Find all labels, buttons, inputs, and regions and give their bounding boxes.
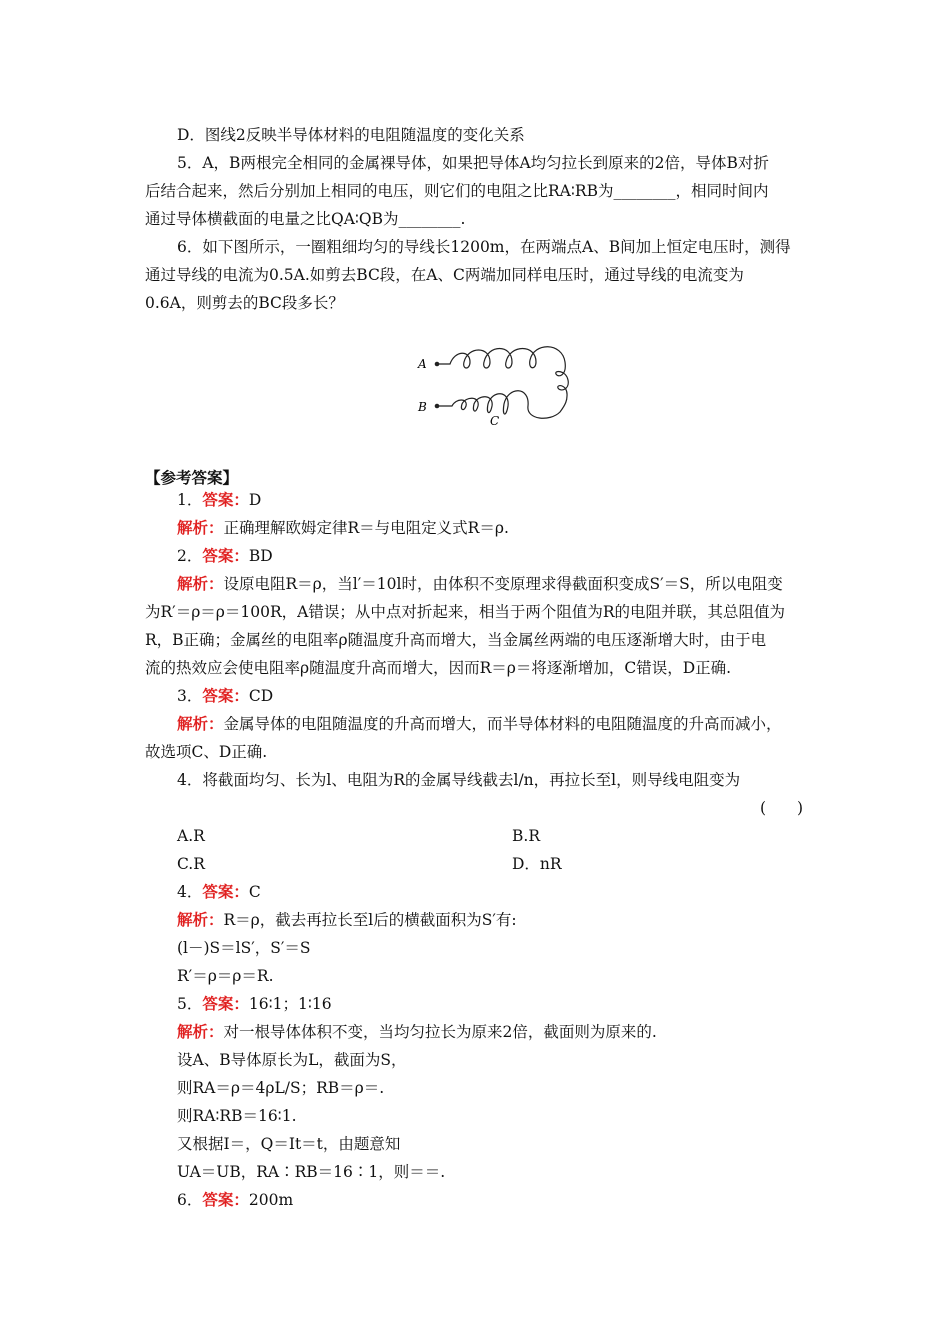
explanation-5-text-1: 对一根导体体积不变，当均匀拉长为原来2倍，截面则为原来的.	[223, 1023, 657, 1041]
answer-1-value: D	[248, 491, 262, 509]
coiled-wire-figure	[410, 340, 580, 432]
upper-coil	[437, 347, 568, 396]
explanation-2-text-1: 设原电阻R＝ρ，当l′＝10l时，由体积不变原理求得截面积变成S′＝S，所以电阻变	[223, 575, 783, 593]
answer-3	[177, 685, 273, 707]
question-4-option-a: A.R	[177, 827, 205, 845]
answers-header: 【参考答案】	[145, 469, 239, 487]
lower-coil	[437, 391, 567, 419]
answer-4-label: 答案：	[202, 883, 249, 901]
question-4-option-c: C.R	[177, 855, 205, 873]
explanation-2-label: 解析：	[177, 575, 224, 593]
answer-1-num: 1．	[177, 491, 203, 509]
explanation-5-line-1	[177, 1021, 657, 1043]
answer-2	[177, 545, 273, 567]
explanation-5-label: 解析：	[177, 1023, 224, 1041]
answer-6	[177, 1189, 293, 1211]
question-5-line-1: 5．A，B两根完全相同的金属裸导体，如果把导体A均匀拉长到原来的2倍，导体B对折	[177, 154, 769, 172]
explanation-4-text-1: R＝ρ，截去再拉长至l后的横截面积为S′有:	[223, 911, 517, 929]
explanation-5-line-2: 设A、B导体原长为L，截面为S，	[177, 1051, 407, 1069]
explanation-5-line-6: UA＝UB，RA∶RB＝16∶1，则＝＝.	[177, 1163, 446, 1181]
answer-4-value: C	[248, 883, 261, 901]
answer-6-num: 6．	[177, 1191, 203, 1209]
explanation-4-line-3: R′＝ρ＝ρ＝R.	[177, 967, 274, 985]
explanation-3-line-2: 故选项C、D正确.	[145, 743, 268, 761]
question-4-option-b: B.R	[512, 827, 540, 845]
explanation-4-line-2: (l－)S＝lS′，S′＝S	[177, 939, 311, 957]
explanation-2-line-4: 流的热效应会使电阻率ρ随温度升高而增大，因而R＝ρ＝将逐渐增加，C错误，D正确.	[145, 659, 732, 677]
question-5-line-2: 后结合起来，然后分别加上相同的电压，则它们的电阻之比RA∶RB为________，相同时间内	[145, 182, 769, 200]
answer-4-num: 4．	[177, 883, 203, 901]
answer-5-label: 答案：	[202, 995, 249, 1013]
answer-5	[177, 993, 332, 1015]
answer-6-value: 200m	[248, 1191, 294, 1209]
question-4-text: 4．将截面均匀、长为l、电阻为R的金属导线截去l/n，再拉长至l，则导线电阻变为	[177, 771, 741, 789]
question-5-line-3: 通过导体横截面的电量之比QA∶QB为________.	[145, 210, 466, 228]
explanation-2-line-3: R，B正确；金属丝的电阻率ρ随温度升高而增大，当金属丝两端的电压逐渐增大时，由于电	[145, 631, 767, 649]
answer-5-value: 16∶1；1∶16	[248, 995, 332, 1013]
explanation-3-line-1	[177, 713, 782, 735]
point-c-label: C	[490, 414, 500, 428]
answer-3-value: CD	[248, 687, 274, 705]
answer-1	[177, 489, 261, 511]
explanation-3-text-1: 金属导体的电阻随温度的升高而增大，而半导体材料的电阻随温度的升高而减小，	[223, 715, 782, 733]
question-4-paren: ( )	[760, 799, 804, 817]
answer-3-num: 3．	[177, 687, 203, 705]
explanation-2-line-1	[177, 573, 783, 595]
explanation-4-label: 解析：	[177, 911, 224, 929]
explanation-3-label: 解析：	[177, 715, 224, 733]
answer-5-num: 5．	[177, 995, 203, 1013]
question-6-line-3: 0.6A，则剪去的BC段多长？	[145, 294, 344, 312]
explanation-5-line-4: 则RA∶RB＝16∶1.	[177, 1107, 297, 1125]
answer-2-label: 答案：	[202, 547, 249, 565]
question-4-option-d: D．nR	[512, 855, 562, 873]
explanation-1-text: 正确理解欧姆定律R＝与电阻定义式R＝ρ.	[223, 519, 509, 537]
point-b-label: B	[418, 400, 427, 414]
option-d: D．图线2反映半导体材料的电阻随温度的变化关系	[177, 126, 525, 144]
answer-4	[177, 881, 261, 903]
answer-2-num: 2．	[177, 547, 203, 565]
explanation-4-line-1	[177, 909, 517, 931]
explanation-5-line-3: 则RA＝ρ＝4ρL/S；RB＝ρ＝.	[177, 1079, 385, 1097]
explanation-1-label: 解析：	[177, 519, 224, 537]
point-a-label: A	[418, 357, 427, 371]
answer-6-label: 答案：	[202, 1191, 249, 1209]
explanation-1	[177, 517, 509, 539]
answer-1-label: 答案：	[202, 491, 249, 509]
question-6-line-2: 通过导线的电流为0.5A.如剪去BC段，在A、C两端加同样电压时，通过导线的电流变为	[145, 266, 744, 284]
answer-2-value: BD	[248, 547, 273, 565]
question-6-line-1: 6．如下图所示，一圈粗细均匀的导线长1200m，在两端点A、B间加上恒定电压时，测得	[177, 238, 791, 256]
answer-3-label: 答案：	[202, 687, 249, 705]
explanation-5-line-5: 又根据I＝，Q＝It＝t，由题意知	[177, 1135, 401, 1153]
explanation-2-line-2: 为R′＝ρ＝ρ＝100R，A错误；从中点对折起来，相当于两个阻值为R的电阻并联，其总阻值为	[145, 603, 786, 621]
